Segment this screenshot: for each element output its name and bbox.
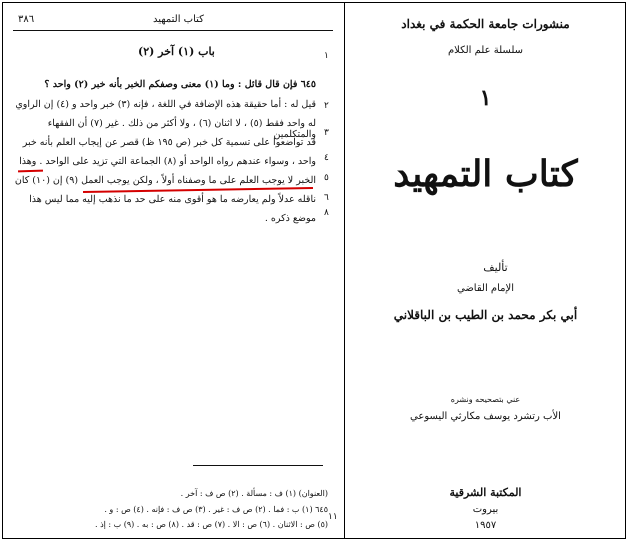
left-page (3, 3, 344, 538)
author-title: الإمام القاضي (456, 283, 514, 294)
red-underline (18, 170, 43, 172)
text-line: واحد ، وسواء عندهم رواه الواحد أو (٨) الجماعة التي تزيد على الواحد . وهذا (19, 156, 316, 167)
publication-year: ١٩٥٧ (474, 520, 497, 531)
line-number: ١١ (328, 512, 338, 522)
line-number: ٤ (324, 153, 329, 163)
line-number: ١ (324, 51, 329, 61)
publisher-line: منشورات جامعة الحكمة في بغداد (401, 17, 570, 31)
text-line: له واحد فقط (٥) ، لا اثنان (٦) ، ولا أكثر من ذلك . غير (٧) أن الفقهاء والمتكلمين (47, 118, 316, 140)
line-number: ٥ (324, 173, 329, 183)
footnote-line: (٥) ص : الاثنان . (٦) ص : الا . (٧) ص : قد . (٨) ص : به . (٩) ب : إذ . (94, 520, 328, 529)
text-line: موضع ذكره . (264, 213, 316, 224)
editor-name: الأب رتشرد يوسف مكارثي اليسوعي (410, 411, 561, 422)
editor-intro: عني بتصحيحه ونشره (450, 395, 521, 404)
text-line: قد تواضعوا على تسمية كل خبر (ص ١٩٥ ظ) قصر عن إيجاب العلم بأنه خبر (22, 137, 316, 148)
line-number: ٦ (324, 193, 329, 203)
text-line: ٦٤٥ فإن قال قائل : وما (١) معنى وصفكم الخبر بأنه خبر (٢) واحد ؟ (44, 79, 316, 90)
series-number: ١ (479, 85, 492, 111)
text-line: قيل له : أما حقيقة هذه الإضافة في اللغة ، فإنه (٣) خبر واحد و (٤) إن الراوي (15, 99, 316, 110)
chapter-heading: باب (١) آخر (٢) (138, 45, 215, 58)
line-number: ٢ (324, 101, 329, 111)
page-number: ٣٨٦ (18, 14, 35, 25)
footnote-line: ٦٤٥ (١) ب : فما . (٢) ص ف : غير . (٣) ص ف : فإنه . (٤) ص : و . (104, 505, 328, 514)
red-underline (83, 187, 313, 193)
text-line: ناقله عدلاً ولم يعارضه ما هو أقوى منه على حد ما نذهب إليه مما ليس هذا (29, 194, 316, 205)
text-line: الخبر لا يوجب العلم على ما وصفناه أولاً ، ولكن يوجب العمل (٩) إن (١٠) كان (14, 175, 316, 186)
book-title: كتاب التمهيد (393, 153, 578, 195)
author-label: تأليف (483, 261, 508, 274)
line-number: ٨ (324, 208, 329, 218)
running-head: كتاب التمهيد (153, 14, 204, 25)
footnote-line: (العنوان) (١) ف : مسألة . (٢) ص ف : آخر . (180, 489, 328, 498)
header-rule (13, 30, 333, 31)
series-line: سلسلة علم الكلام (447, 45, 524, 56)
author-name: أبي بكر محمد بن الطيب بن الباقلاني (393, 308, 578, 322)
line-number: ٣ (324, 128, 329, 138)
press-name: المكتبة الشرقية (449, 486, 522, 499)
footnote-rule (193, 465, 323, 466)
title-page (345, 3, 626, 538)
press-city: بيروت (472, 504, 499, 515)
